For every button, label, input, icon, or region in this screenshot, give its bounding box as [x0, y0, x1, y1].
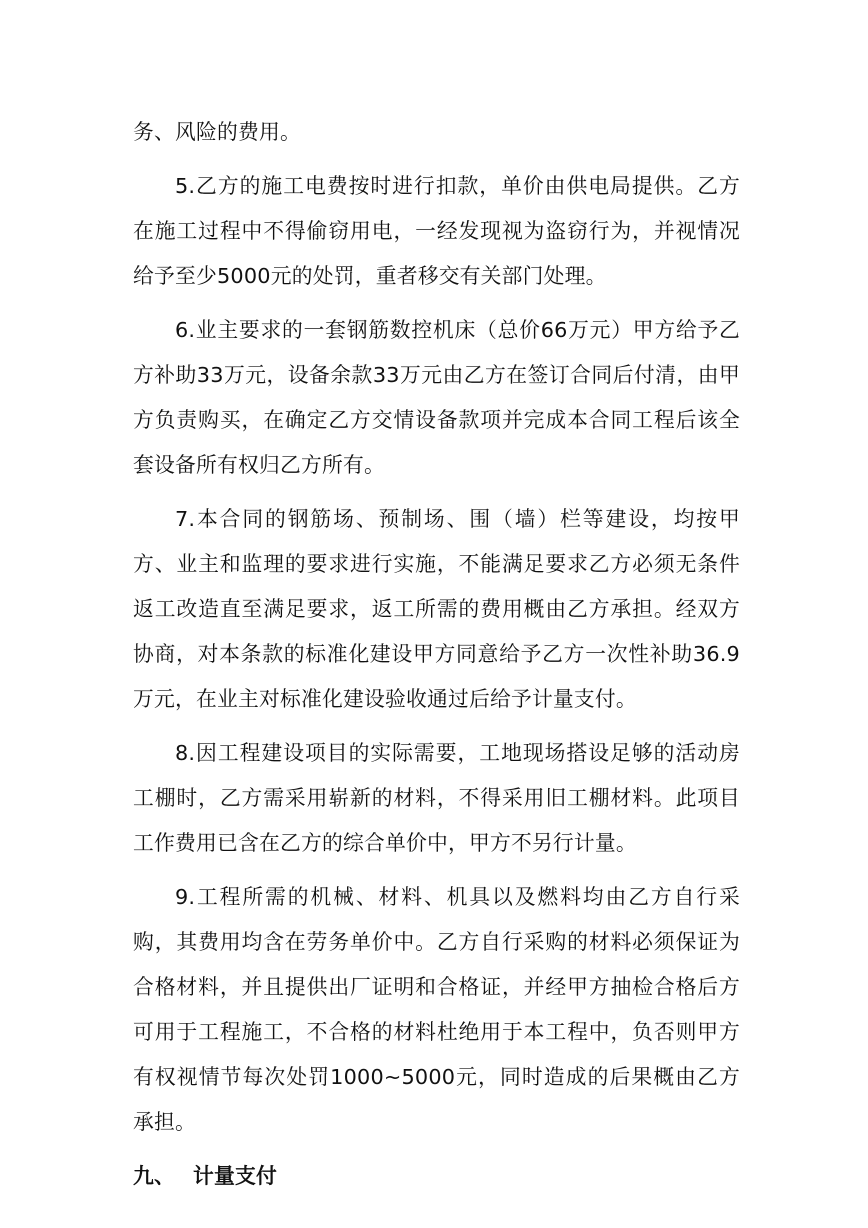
paragraph-clause-6: 6.业主要求的一套钢筋数控机床（总价66万元）甲方给予乙方补助33万元，设备余款33万元由乙方在签订合同后付清，由甲方负责购买，在确定乙方交情设备款项并完成本合同工程后该全套设备所有权归乙方所有。 — [133, 318, 740, 477]
paragraph-clause-5: 5.乙方的施工电费按时进行扣款，单价由供电局提供。乙方在施工过程中不得偷窃用电，一经发现视为盗窃行为，并视情况给予至少5000元的处罚，重者移交有关部门处理。 — [133, 174, 740, 288]
section-heading-title: 计量支付 — [193, 1164, 277, 1188]
paragraph-clause-7: 7.本合同的钢筋场、预制场、围（墙）栏等建设，均按甲方、业主和监理的要求进行实施，不能满足要求乙方必须无条件返工改造直至满足要求，返工所需的费用概由乙方承担。经双方协商，对本条款的标准化建设甲方同意给予乙方一次性补助36.9万元，在业主对标准化建设验收通过后给予计量支付。 — [133, 507, 740, 711]
paragraph-clause-9: 9.工程所需的机械、材料、机具以及燃料均由乙方自行采购，其费用均含在劳务单价中。乙方自行采购的材料必须保证为合格材料，并且提供出厂证明和合格证，并经甲方抽检合格后方可用于工程施工，不合格的材料杜绝用于本工程中，负否则甲方有权视情节每次处罚1000~5000元，同时造成的后果概由乙方承担。 — [133, 885, 740, 1134]
section-heading-number: 九、 — [133, 1164, 175, 1188]
paragraph-clause-8: 8.因工程建设项目的实际需要，工地现场搭设足够的活动房工棚时，乙方需采用崭新的材料，不得采用旧工棚材料。此项目工作费用已含在乙方的综合单价中，甲方不另行计量。 — [133, 741, 740, 855]
paragraph-continuation: 务、风险的费用。 — [133, 120, 301, 144]
document-body — [133, 110, 740, 1199]
section-heading — [133, 1154, 740, 1199]
